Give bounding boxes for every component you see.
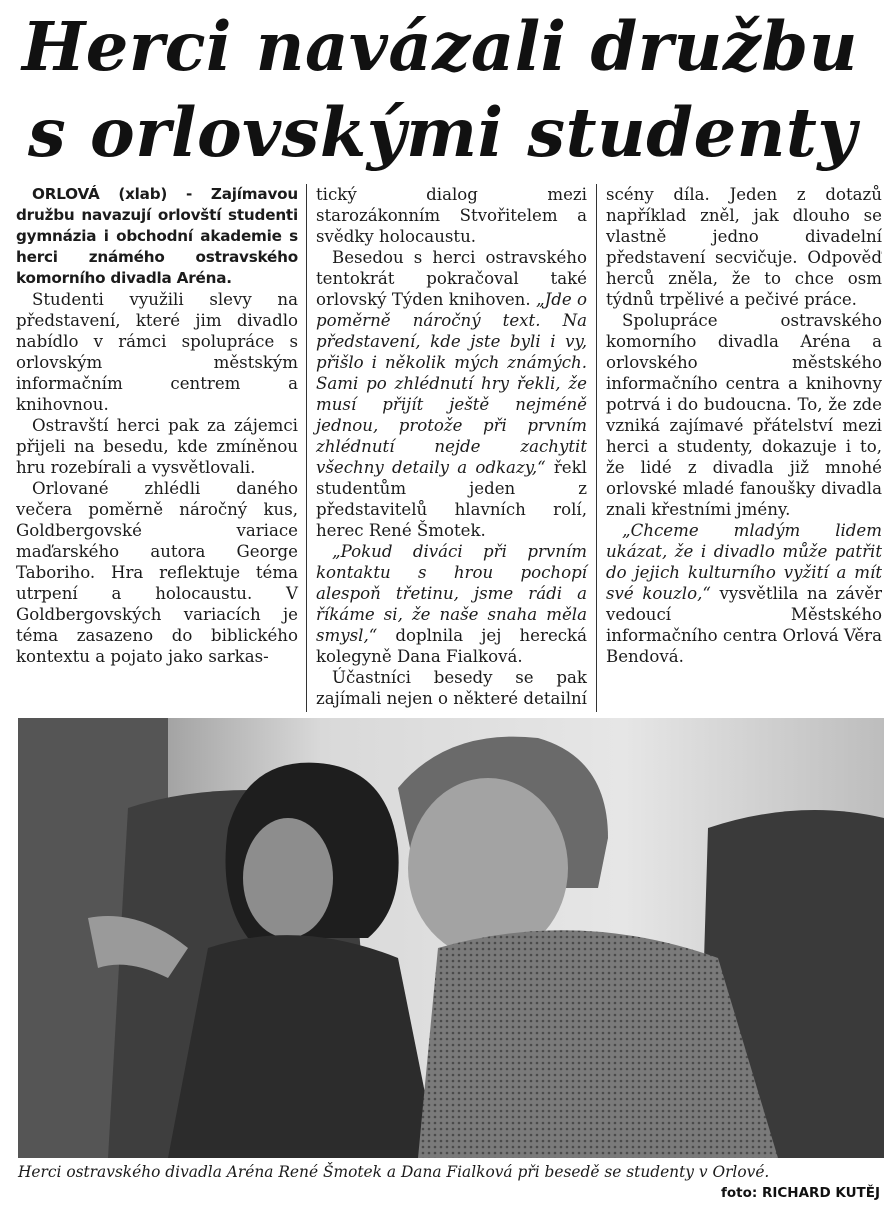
quote-text: „Jde o poměrně náročný text. Na představení, kde jste byli i vy, přišlo i několik mých známých. Sami po zhlédnutí hry řekli, že musí přijít ještě nejméně jednou, protože při prvním zhlédnutí nejde zachytit všechny detaily a odkazy,“ (316, 290, 587, 477)
headline-line-1: Herci navázali družbu (22, 7, 858, 86)
column-2 (306, 184, 596, 712)
quote-text: „Chceme mladým lidem ukázat, že i divadlo může patřit do jejich kulturního vyžití a mít své kouzlo,“ (606, 521, 882, 603)
paragraph-text: Besedou s herci ostravského tentokrát pokračoval také orlovský Týden knihoven. (316, 248, 587, 309)
column-3 (596, 184, 882, 712)
headline-line-2: s orlovskými studenty (28, 93, 857, 172)
paragraph (316, 247, 587, 541)
paragraph (316, 541, 587, 667)
paragraph-text: vysvětlila na závěr vedoucí Městského informačního centra Orlová Věra Bendová. (606, 584, 882, 666)
woman-body (168, 935, 438, 1158)
quote-text: „Pokud diváci při prvním kontaktu s hrou pochopí alespoň třetinu, jsme rádi a říkáme si, že naše snaha měla smysl,“ (316, 542, 587, 645)
woman-face (243, 818, 333, 938)
photo-caption: Herci ostravského divadla Aréna René Šmotek a Dana Fialková při besedě se studenty v Orlové. (18, 1163, 770, 1181)
photo-credit: foto: RICHARD KUTĚJ (721, 1185, 880, 1201)
paragraph (606, 520, 882, 667)
paragraph: Účastníci besedy se pak zajímali nejen o některé detailní (316, 668, 587, 708)
article-body (16, 184, 882, 712)
paragraph: tický dialog mezi starozákonním Stvořitelem a svědky holocaustu. (316, 185, 587, 246)
paragraph: scény díla. Jeden z dotazů například zněl, jak dlouho se vlastně jedno divadelní představení secvičuje. Odpověď herců zněla, že to chce osm týdnů trpělivé a pečivé práce. (606, 185, 882, 309)
column-1 (16, 184, 306, 712)
paragraph: Ostravští herci pak za zájemci přijeli na besedu, kde zmíněnou hru rozebírali a vysvětlovali. (16, 416, 298, 477)
lead-paragraph: ORLOVÁ (xlab) - Zajímavou družbu navazují orlovští studenti gymnázia i obchodní akademie s herci známého ostravského komorního divadla Aréna. (16, 185, 298, 287)
paragraph: Spolupráce ostravského komorního divadla Aréna a orlovského městského informačního centra a knihovny potrvá i do budoucna. To, že zde vzniká zajímavé přátelství mezi herci a studenty, dokazuje i to, že lidé z divadla již mnohé orlovské mladé fanoušky divadla znali křestními jmény. (606, 311, 882, 519)
paragraph: Orlované zhlédli daného večera poměrně náročný kus, Goldbergovské variace maďarského autora George Taboriho. Hra reflektuje téma utrpení a holocaustu. V Goldbergovských variacích je téma zasazeno do biblického kontextu a pojato jako sarkas- (16, 479, 298, 666)
paragraph-text: řekl studentům jeden z představitelů hlavních rolí, herec René Šmotek. (316, 458, 587, 540)
photo-illustration (18, 718, 884, 1158)
paragraph: Studenti využili slevy na představení, které jim divadlo nabídlo v rámci spolupráce s orlovským městským informačním centrem a knihovnou. (16, 290, 298, 414)
headline (22, 4, 882, 176)
article-photo (18, 718, 884, 1158)
paragraph-text: doplnila jej herecká kolegyně Dana Fialková. (316, 626, 587, 666)
